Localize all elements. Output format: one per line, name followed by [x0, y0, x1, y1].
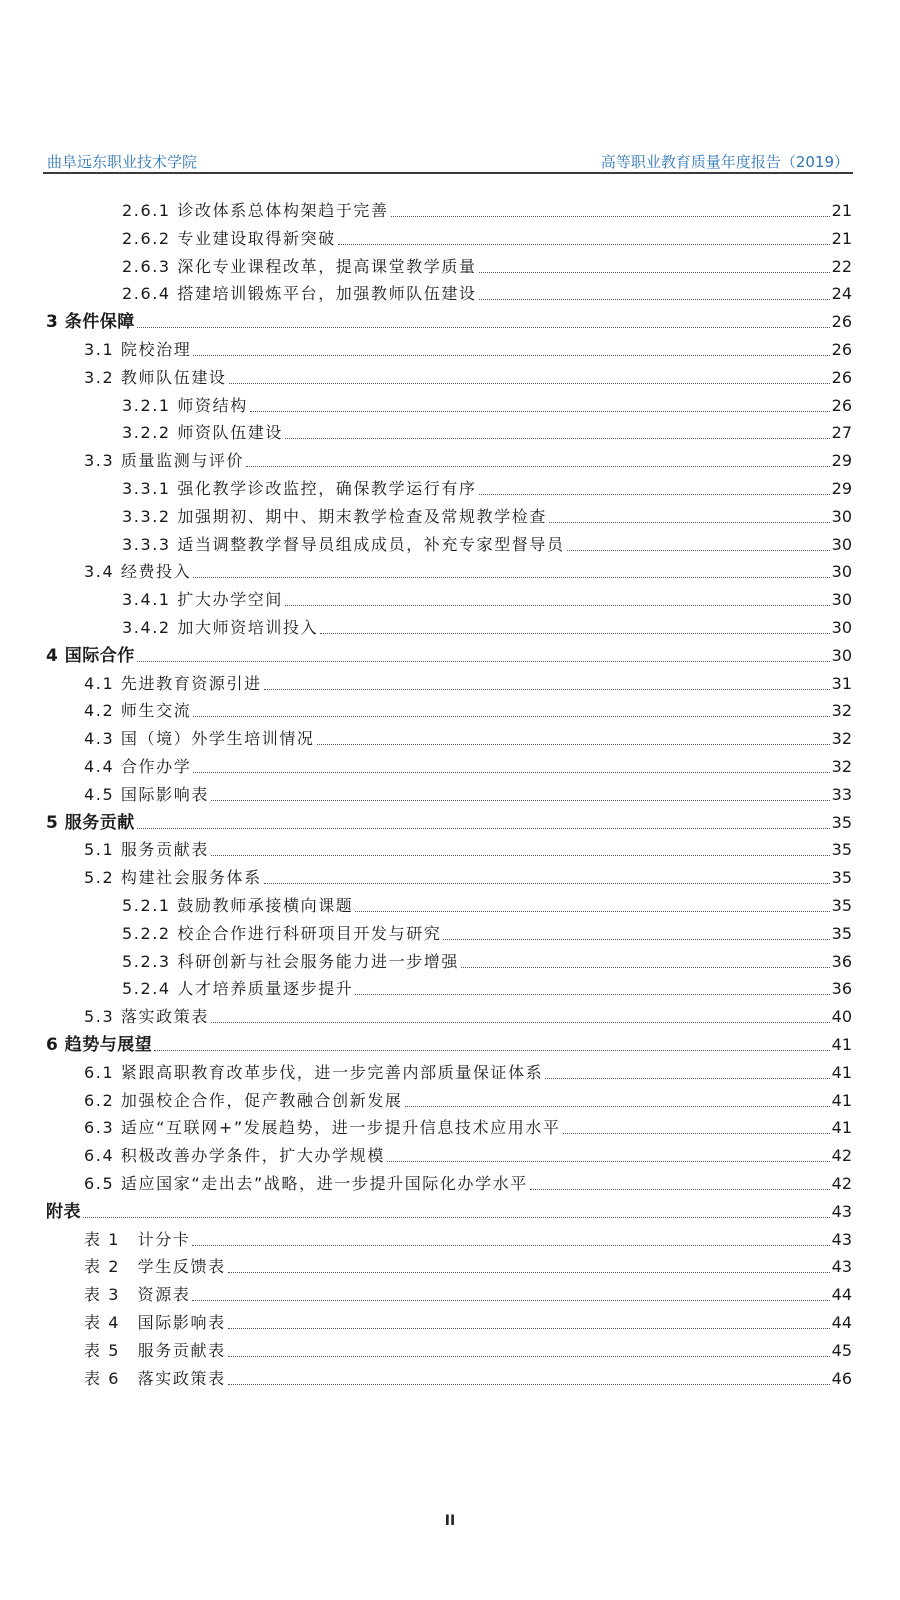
toc-dot-leader	[563, 1133, 830, 1134]
toc-dot-leader	[391, 216, 830, 217]
toc-entry[interactable]	[46, 811, 852, 833]
toc-entry-page: 36	[831, 979, 852, 999]
toc-entry-page: 32	[831, 701, 852, 721]
toc-entry[interactable]	[84, 1172, 852, 1194]
toc-entry-page: 35	[831, 896, 852, 915]
toc-dot-leader	[338, 244, 830, 245]
header-report-title: 高等职业教育质量年度报告（2019）	[600, 153, 849, 171]
toc-entry-page: 27	[831, 423, 852, 443]
toc-entry[interactable]	[122, 588, 852, 610]
toc-entry[interactable]	[46, 1033, 852, 1055]
toc-entry[interactable]	[84, 449, 852, 471]
toc-dot-leader	[228, 1272, 830, 1273]
toc-entry[interactable]	[122, 922, 852, 944]
toc-dot-leader	[320, 633, 829, 634]
toc-dot-leader	[479, 299, 830, 300]
toc-entry-page: 30	[831, 534, 852, 554]
toc-entry[interactable]	[122, 477, 852, 499]
page-number: II	[444, 1513, 456, 1529]
toc-entry-page: 30	[831, 645, 852, 665]
toc-entry-page: 29	[831, 479, 852, 498]
toc-dot-leader	[264, 883, 830, 884]
toc-entry[interactable]	[84, 1061, 852, 1083]
toc-entry[interactable]	[84, 560, 852, 582]
toc-dot-leader	[355, 911, 829, 912]
toc-entry-title: 3.2.2 师资队伍建设	[122, 423, 283, 443]
toc-entry-title: 6.2 加强校企合作，促产教融合创新发展	[84, 1090, 403, 1110]
toc-entry-title: 附表	[46, 1201, 81, 1222]
toc-entry-title: 6.4 积极改善办学条件，扩大办学规模	[84, 1146, 385, 1166]
toc-entry-page: 42	[831, 1146, 852, 1166]
toc-entry[interactable]	[46, 310, 852, 332]
toc-entry-page: 29	[831, 451, 852, 471]
toc-entry[interactable]	[46, 644, 852, 666]
toc-entry-page: 46	[831, 1368, 852, 1388]
toc-entry[interactable]	[122, 282, 852, 304]
toc-entry-title: 3.3.3 适当调整教学督导员组成成员，补充专家型督导员	[122, 534, 565, 554]
toc-entry-title: 5.2.4 人才培养质量逐步提升	[122, 979, 354, 999]
toc-entry[interactable]	[122, 199, 852, 221]
toc-entry[interactable]	[84, 699, 852, 721]
toc-entry-title: 3.4.1 扩大办学空间	[122, 590, 283, 610]
toc-entry-title: 5.2.3 科研创新与社会服务能力进一步增强	[122, 951, 459, 971]
toc-entry-page: 35	[831, 923, 852, 943]
toc-dot-leader	[193, 772, 829, 773]
toc-entry[interactable]	[122, 616, 852, 638]
toc-dot-leader	[192, 1300, 829, 1301]
toc-entry-page: 44	[831, 1285, 852, 1305]
toc-entry-title: 3 条件保障	[46, 312, 135, 333]
toc-dot-leader	[250, 411, 830, 412]
toc-entry-title: 6.5 适应国家“走出去”战略，进一步提升国际化办学水平	[84, 1174, 528, 1193]
toc-entry-title: 表 2 学生反馈表	[84, 1257, 226, 1277]
toc-entry-page: 33	[831, 784, 852, 804]
toc-entry[interactable]	[84, 1005, 852, 1027]
toc-entry-page: 30	[831, 618, 852, 637]
toc-entry[interactable]	[84, 866, 852, 888]
toc-entry[interactable]	[122, 533, 852, 555]
toc-entry[interactable]	[122, 977, 852, 999]
toc-entry-page: 43	[831, 1229, 852, 1249]
toc-entry-title: 6 趋势与展望	[46, 1035, 153, 1055]
toc-entry-title: 3.3.1 强化教学诊改监控，确保教学运行有序	[122, 479, 477, 498]
toc-entry-title: 3.2.1 师资结构	[122, 395, 248, 415]
toc-entry-title: 表 4 国际影响表	[84, 1313, 226, 1332]
toc-entry-page: 26	[831, 367, 852, 387]
toc-entry-title: 5.2 构建社会服务体系	[84, 868, 262, 888]
toc-entry-title: 4.5 国际影响表	[84, 784, 209, 804]
toc-entry-title: 3.3.2 加强期初、期中、期末教学检查及常规教学检查	[122, 506, 547, 526]
toc-entry[interactable]	[84, 1144, 852, 1166]
toc-entry[interactable]	[84, 1339, 852, 1361]
toc-entry-page: 41	[831, 1035, 852, 1054]
toc-entry-title: 5 服务贡献	[46, 812, 135, 833]
toc-dot-leader	[479, 272, 830, 273]
toc-entry-page: 36	[831, 951, 852, 971]
toc-entry-page: 43	[831, 1201, 852, 1221]
toc-entry[interactable]	[84, 838, 852, 860]
toc-entry-page: 45	[831, 1340, 852, 1360]
toc-entry-title: 4.1 先进教育资源引进	[84, 673, 262, 693]
toc-entry-page: 41	[831, 1090, 852, 1110]
toc-entry[interactable]	[84, 1283, 852, 1305]
toc-entry-title: 2.6.4 搭建培训锻炼平台，加强教师队伍建设	[122, 284, 477, 304]
toc-entry-page: 35	[831, 840, 852, 860]
toc-entry-title: 2.6.1 诊改体系总体构架趋于完善	[122, 201, 389, 220]
toc-entry[interactable]	[122, 894, 852, 916]
toc-entry[interactable]	[84, 783, 852, 805]
toc-dot-leader	[443, 939, 829, 940]
toc-dot-leader	[317, 744, 830, 745]
toc-entry[interactable]	[84, 1228, 852, 1250]
toc-dot-leader	[479, 494, 830, 495]
toc-entry[interactable]	[122, 227, 852, 249]
toc-entry-page: 21	[831, 228, 852, 248]
toc-entry-title: 3.4.2 加大师资培训投入	[122, 618, 319, 637]
toc-entry-title: 表 1 计分卡	[84, 1229, 191, 1249]
toc-entry-title: 5.2.1 鼓励教师承接横向课题	[122, 896, 354, 915]
toc-dot-leader	[228, 1328, 830, 1329]
toc-entry[interactable]	[84, 1367, 852, 1389]
toc-entry-title: 6.1 紧跟高职教育改革步伐，进一步完善内部质量保证体系	[84, 1062, 544, 1082]
toc-dot-leader	[387, 1161, 830, 1162]
toc-entry[interactable]	[122, 255, 852, 277]
toc-dot-leader	[228, 1356, 830, 1357]
toc-entry[interactable]	[122, 505, 852, 527]
toc-entry[interactable]	[122, 421, 852, 443]
header-institution: 曲阜远东职业技术学院	[47, 153, 198, 171]
toc-entry-title: 3.4 经费投入	[84, 562, 192, 582]
toc-entry[interactable]	[84, 1116, 852, 1138]
toc-dot-leader	[285, 438, 830, 439]
toc-dot-leader	[211, 800, 830, 801]
toc-entry-title: 4.2 师生交流	[84, 701, 192, 721]
toc-entry[interactable]	[84, 727, 852, 749]
toc-entry-page: 26	[831, 395, 852, 415]
toc-entry[interactable]	[84, 1311, 852, 1333]
toc-dot-leader	[137, 327, 830, 328]
toc-dot-leader	[192, 1245, 829, 1246]
toc-dot-leader	[567, 550, 830, 551]
toc-entry-page: 35	[831, 812, 852, 832]
toc-entry-title: 表 6 落实政策表	[84, 1368, 226, 1388]
toc-dot-leader	[193, 577, 829, 578]
toc-entry-page: 32	[831, 757, 852, 776]
toc-entry-page: 22	[831, 256, 852, 276]
toc-entry-page: 30	[831, 506, 852, 526]
toc-dot-leader	[549, 522, 830, 523]
toc-entry-page: 30	[831, 590, 852, 610]
toc-entry-page: 35	[831, 868, 852, 888]
toc-dot-leader	[83, 1217, 830, 1218]
toc-dot-leader	[137, 828, 830, 829]
toc-entry-title: 4.4 合作办学	[84, 757, 192, 776]
toc-entry[interactable]	[122, 950, 852, 972]
toc-entry-page: 26	[831, 340, 852, 359]
toc-entry-page: 43	[831, 1257, 852, 1277]
toc-dot-leader	[530, 1189, 830, 1190]
toc-dot-leader	[405, 1106, 830, 1107]
toc-entry-page: 30	[831, 562, 852, 582]
toc-dot-leader	[193, 355, 829, 356]
toc-entry-title: 2.6.2 专业建设取得新突破	[122, 228, 336, 248]
toc-dot-leader	[264, 689, 830, 690]
toc-entry-title: 5.1 服务贡献表	[84, 840, 209, 860]
toc-entry-title: 2.6.3 深化专业课程改革，提高课堂教学质量	[122, 256, 477, 276]
toc-dot-leader	[355, 994, 829, 995]
toc-entry-page: 24	[831, 284, 852, 304]
toc-dot-leader	[154, 1050, 829, 1051]
toc-entry[interactable]	[46, 1200, 852, 1222]
toc-entry-page: 21	[831, 201, 852, 220]
toc-entry-page: 31	[831, 673, 852, 693]
toc-entry-page: 26	[831, 312, 852, 332]
page-header	[47, 146, 849, 172]
toc-entry-title: 5.2.2 校企合作进行科研项目开发与研究	[122, 923, 442, 943]
toc-dot-leader	[137, 661, 830, 662]
toc-entry-page: 32	[831, 729, 852, 749]
toc-entry[interactable]	[84, 338, 852, 360]
toc-entry-title: 表 3 资源表	[84, 1285, 191, 1305]
toc-entry[interactable]	[84, 755, 852, 777]
toc-entry-title: 4 国际合作	[46, 645, 135, 666]
toc-entry-title: 表 5 服务贡献表	[84, 1340, 226, 1360]
toc-dot-leader	[211, 1022, 830, 1023]
toc-entry[interactable]	[122, 394, 852, 416]
toc-entry-page: 44	[831, 1313, 852, 1332]
toc-entry[interactable]	[84, 672, 852, 694]
toc-dot-leader	[285, 605, 830, 606]
toc-entry-title: 5.3 落实政策表	[84, 1007, 209, 1027]
toc-entry[interactable]	[84, 1255, 852, 1277]
toc-dot-leader	[228, 1384, 830, 1385]
toc-entry-page: 41	[831, 1118, 852, 1138]
toc-entry-title: 3.3 质量监测与评价	[84, 451, 245, 471]
toc-entry[interactable]	[84, 366, 852, 388]
toc-entry-title: 3.2 教师队伍建设	[84, 367, 227, 387]
toc-entry-page: 40	[831, 1007, 852, 1027]
toc-entry-page: 41	[831, 1062, 852, 1082]
header-rule	[43, 172, 853, 174]
toc-dot-leader	[211, 855, 830, 856]
toc-entry-title: 4.3 国（境）外学生培训情况	[84, 729, 315, 749]
toc-entry-page: 42	[831, 1174, 852, 1193]
toc-dot-leader	[246, 466, 830, 467]
toc-dot-leader	[193, 716, 829, 717]
toc-dot-leader	[461, 967, 830, 968]
toc-dot-leader	[229, 383, 830, 384]
toc-entry-title: 3.1 院校治理	[84, 340, 192, 359]
toc-entry-title: 6.3 适应“互联网+”发展趋势，进一步提升信息技术应用水平	[84, 1118, 561, 1138]
toc-dot-leader	[545, 1078, 829, 1079]
toc-entry[interactable]	[84, 1089, 852, 1111]
